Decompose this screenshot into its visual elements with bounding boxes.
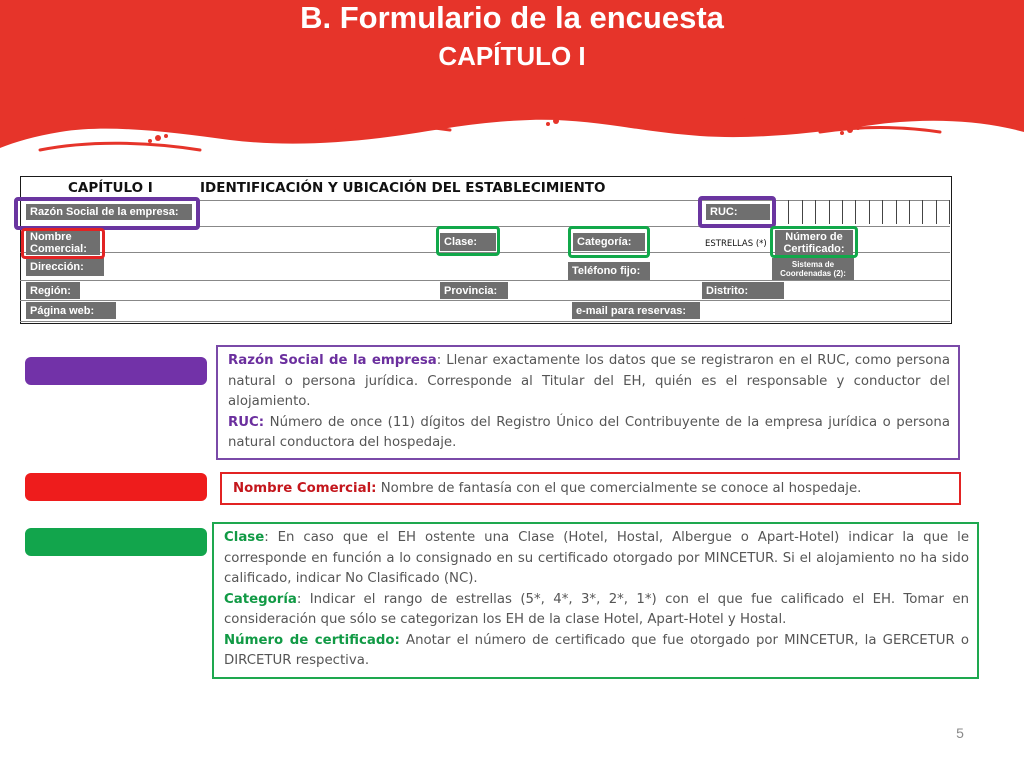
purple-legend-chip bbox=[25, 357, 207, 385]
categoria-paragraph bbox=[224, 590, 969, 631]
red-legend-chip bbox=[25, 473, 207, 501]
telefono-label: Teléfono fijo: bbox=[568, 262, 650, 280]
title-text: B. Formulario de la encuesta bbox=[300, 0, 724, 35]
clase-term: Clase bbox=[224, 530, 265, 545]
subtitle-text: CAPÍTULO I bbox=[438, 41, 586, 71]
nombre-comercial-term: Nombre Comercial: bbox=[233, 481, 377, 496]
highlight-categoria bbox=[568, 226, 650, 258]
razon-social-label: Razón Social de la empresa: bbox=[26, 204, 192, 220]
form-row-line bbox=[20, 321, 950, 322]
razon-social-definition: : Llenar exactamente los datos que se registraron en el RUC, como persona natural o persona jurídica. Corresponde al Titular del EH, quién es el responsable y conductor del alojamiento. bbox=[228, 353, 950, 409]
region-label: Región: bbox=[26, 282, 80, 299]
razon-social-ruc-description bbox=[216, 345, 960, 460]
chapter-title: IDENTIFICACIÓN Y UBICACIÓN DEL ESTABLECIMIENTO bbox=[200, 180, 606, 196]
clase-label: Clase: bbox=[440, 233, 496, 251]
direccion-label: Dirección: bbox=[26, 258, 104, 276]
ruc-digit-cells bbox=[775, 200, 950, 224]
page-number: 5 bbox=[956, 725, 964, 741]
categoria-term: Categoría bbox=[224, 591, 297, 607]
certificado-paragraph bbox=[224, 631, 969, 672]
ruc-paragraph bbox=[228, 413, 950, 454]
distrito-label: Distrito: bbox=[702, 282, 784, 299]
green-legend-chip bbox=[25, 528, 207, 556]
categoria-definition: : Indicar el rango de estrellas (5*, 4*, 3*, 2*, 1*) con el que fue calificado el EH. Tomar en consideración que sólo se categorizan los EH de la clase Hotel, Apart-Hotel y Hostal. bbox=[224, 591, 969, 627]
pagina-web-label: Página web: bbox=[26, 302, 116, 319]
slide-title bbox=[0, 0, 1024, 71]
razon-social-paragraph bbox=[228, 351, 950, 413]
chapter-label: CAPÍTULO I bbox=[68, 180, 153, 196]
razon-social-term: Razón Social de la empresa bbox=[228, 353, 437, 368]
survey-form bbox=[20, 176, 952, 324]
highlight-clase bbox=[436, 226, 500, 256]
certificado-definition: Anotar el número de certificado que fue otorgado por MINCETUR, la GERCETUR o DIRCETUR respectiva. bbox=[224, 632, 969, 668]
clase-categoria-description bbox=[212, 522, 979, 679]
highlight-ruc bbox=[698, 196, 776, 228]
ruc-term: RUC: bbox=[228, 414, 265, 430]
email-label: e-mail para reservas: bbox=[572, 302, 700, 319]
estrellas-label: ESTRELLAS (*) bbox=[705, 239, 767, 249]
form-row-line bbox=[20, 280, 950, 281]
highlight-razon-social bbox=[14, 197, 200, 230]
nombre-comercial-description bbox=[220, 472, 961, 505]
ruc-definition: Número de once (11) dígitos del Registro Único del Contribuyente de la empresa jurídica o persona natural conductora del hospedaje. bbox=[228, 414, 950, 450]
ruc-label: RUC: bbox=[706, 204, 770, 220]
categoria-label: Categoría: bbox=[573, 233, 645, 251]
clase-definition: : En caso que el EH ostente una Clase (Hotel, Hostal, Albergue o Apart-Hotel) indicar la que le corresponde en función a lo consignado en su certificado otorgado por MINCETUR. Si el alojamiento no ha sido calificado, indicar No Clasificado (NC). bbox=[224, 530, 969, 586]
highlight-certificado bbox=[770, 226, 858, 258]
certificado-term: Número de certificado: bbox=[224, 632, 400, 648]
provincia-label: Provincia: bbox=[440, 282, 508, 299]
nombre-comercial-label: Nombre Comercial: bbox=[26, 231, 100, 255]
sistema-coordenadas-label: Sistema de Coordenadas (2): bbox=[772, 258, 854, 280]
nombre-comercial-definition: Nombre de fantasía con el que comercialmente se conoce al hospedaje. bbox=[376, 481, 862, 496]
clase-paragraph bbox=[224, 528, 969, 590]
numero-certificado-label: Número de Certificado: bbox=[775, 230, 853, 256]
highlight-nombre-comercial bbox=[21, 228, 105, 259]
form-row-line bbox=[20, 300, 950, 301]
nombre-comercial-paragraph bbox=[233, 479, 951, 500]
